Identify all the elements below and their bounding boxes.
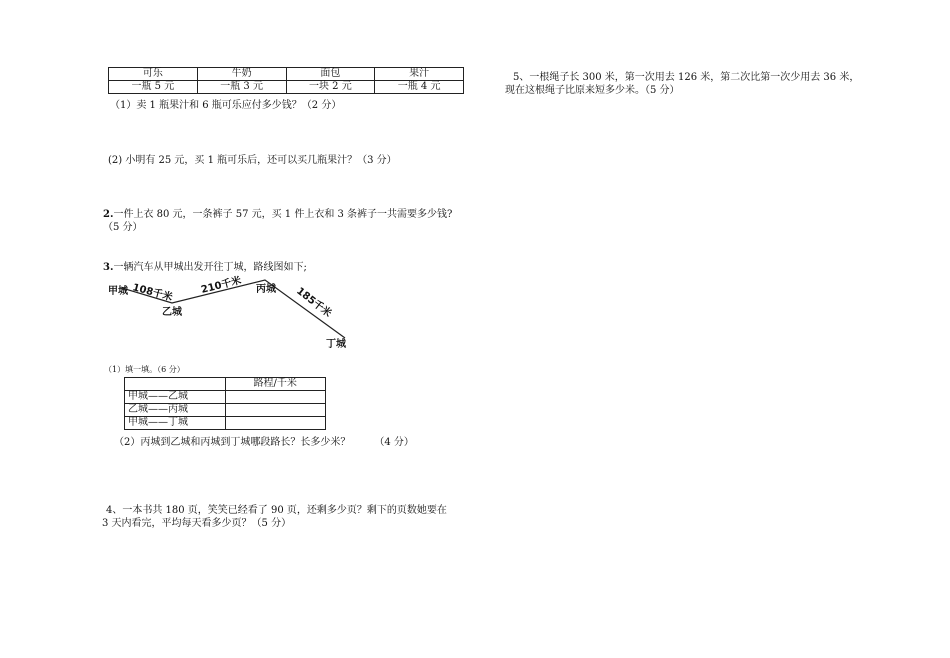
price-cell: 一瓶 4 元 bbox=[375, 81, 464, 94]
city-label-bing: 丙城 bbox=[256, 284, 276, 295]
price-header-cell: 牛奶 bbox=[197, 68, 286, 81]
q5-line2: 现在这根绳子比原来短多少米。（5 分） bbox=[505, 85, 680, 96]
q3-sub2-points: （4 分） bbox=[374, 437, 414, 448]
price-table bbox=[108, 67, 464, 94]
q3-sub2-text: （2）丙城到乙城和丙城到丁城哪段路长？长多少米？ bbox=[114, 437, 351, 448]
q3-intro: 一辆汽车从甲城出发开往丁城，路线图如下; bbox=[113, 262, 307, 273]
q3-sub2-line bbox=[114, 433, 414, 448]
q2-number: 2. bbox=[103, 209, 114, 220]
distance-label-yi-bing: 210千米 bbox=[200, 275, 243, 296]
city-label-ding: 丁城 bbox=[326, 339, 346, 350]
price-header-cell: 果汁 bbox=[375, 68, 464, 81]
distance-label-bing-ding: 185千米 bbox=[294, 285, 334, 320]
distance-answer-cell[interactable] bbox=[225, 404, 326, 417]
distance-label-jia-yi: 108千米 bbox=[131, 282, 174, 304]
distance-table-header-left bbox=[125, 378, 226, 391]
city-label-jia: 甲城 bbox=[108, 286, 128, 297]
price-cell: 一块 2 元 bbox=[286, 81, 375, 94]
q2-text: 一件上衣 80 元，一条裤子 57 元，买 1 件上衣和 3 条裤子一共需要多少钱? bbox=[113, 209, 453, 220]
distance-answer-cell[interactable] bbox=[225, 391, 326, 404]
q5-line1: 5、一根绳子长 300 米，第一次用去 126 米，第二次比第一次少用去 36 米， bbox=[513, 72, 860, 83]
q2-line1 bbox=[103, 205, 452, 220]
q4-line1: 4、一本书共 180 页，笑笑已经看了 90 页，还剩多少页？剩下的页数她要在 bbox=[106, 505, 447, 516]
price-header-cell: 面包 bbox=[286, 68, 375, 81]
distance-table-row-label: 甲城——丁城 bbox=[125, 417, 226, 430]
distance-table-header-right: 路程/千米 bbox=[225, 378, 326, 391]
route-map bbox=[100, 270, 360, 355]
q2-line2: （5 分） bbox=[103, 222, 143, 233]
q3-sub1-text: （1）填一填。（6 分） bbox=[104, 365, 185, 374]
distance-answer-cell[interactable] bbox=[225, 417, 326, 430]
q1-sub2-text: (2) 小明有 25 元，买 1 瓶可乐后，还可以买几瓶果汁？（3 分） bbox=[108, 155, 397, 166]
city-label-yi: 乙城 bbox=[162, 307, 182, 318]
price-header-cell: 可乐 bbox=[109, 68, 198, 81]
distance-table-row-label: 甲城——乙城 bbox=[125, 391, 226, 404]
distance-table-row-label: 乙城——丙城 bbox=[125, 404, 226, 417]
price-cell: 一瓶 3 元 bbox=[197, 81, 286, 94]
q1-sub1-text: （1）卖 1 瓶果汁和 6 瓶可乐应付多少钱？（2 分） bbox=[110, 100, 342, 111]
price-cell: 一瓶 5 元 bbox=[109, 81, 198, 94]
q4-line2: 3 天内看完，平均每天看多少页？（5 分） bbox=[102, 518, 292, 529]
q3-number: 3. bbox=[103, 262, 114, 273]
distance-table bbox=[124, 377, 326, 430]
